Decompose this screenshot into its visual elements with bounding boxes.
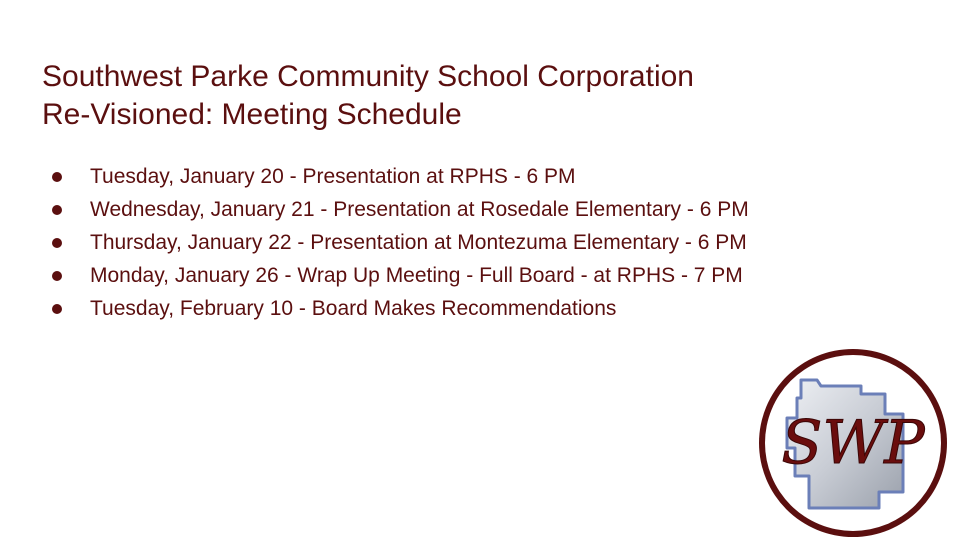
schedule-item-text: Tuesday, February 10 - Board Makes Recommendations (90, 296, 617, 320)
schedule-item-text: Thursday, January 22 - Presentation at Montezuma Elementary - 6 PM (90, 230, 747, 254)
schedule-item-text: Monday, January 26 - Wrap Up Meeting - Full Board - at RPHS - 7 PM (90, 263, 743, 287)
title-line-1: Southwest Parke Community School Corporation (42, 60, 694, 93)
bullet-icon (52, 238, 62, 248)
logo-text: SWP (781, 408, 925, 478)
bullet-icon (52, 172, 62, 182)
schedule-item (52, 193, 749, 226)
schedule-item (52, 292, 749, 325)
slide-title (42, 58, 694, 134)
bullet-icon (52, 304, 62, 314)
swp-logo (757, 347, 949, 539)
bullet-icon (52, 271, 62, 281)
schedule-item (52, 259, 749, 292)
schedule-item-text: Wednesday, January 21 - Presentation at Rosedale Elementary - 6 PM (90, 197, 749, 221)
title-line-2: Re-Visioned: Meeting Schedule (42, 98, 462, 131)
meeting-schedule-list (52, 160, 749, 325)
schedule-item (52, 160, 749, 193)
bullet-icon (52, 205, 62, 215)
schedule-item (52, 226, 749, 259)
schedule-item-text: Tuesday, January 20 - Presentation at RPHS - 6 PM (90, 164, 576, 188)
